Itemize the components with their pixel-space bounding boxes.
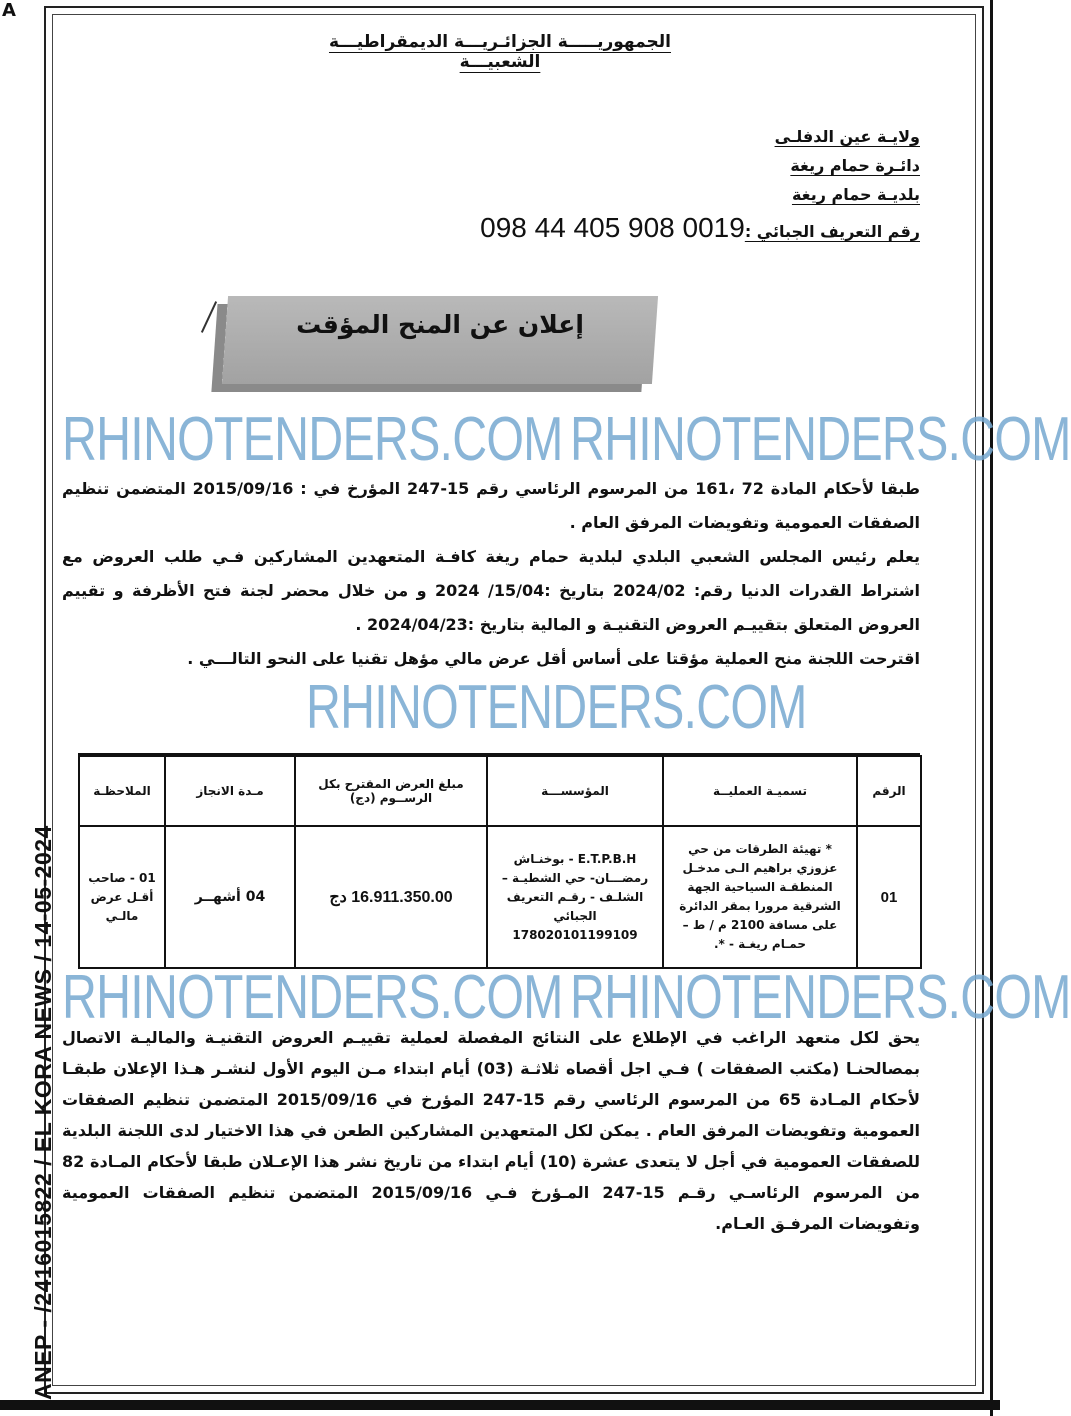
publication-reference: ANEP - /2416015822 / EL KORA NEWS / 14-05-2024 bbox=[30, 825, 56, 1400]
notice-title: إعلان عن المنح المؤقت bbox=[296, 310, 584, 339]
bottom-bar bbox=[0, 1400, 1000, 1410]
cell-num: 01 bbox=[857, 826, 921, 968]
watermark-4: RHINOTENDERS.COM bbox=[62, 963, 563, 1032]
header-num: الرقم bbox=[857, 756, 921, 826]
header-note: الملاحظـة bbox=[79, 756, 165, 826]
administration-block bbox=[775, 122, 920, 209]
fiscal-id-number: 098 44 405 908 0019 bbox=[480, 212, 745, 243]
header-operation: تسميـة العمليــة bbox=[663, 756, 857, 826]
appeal-paragraph: يحق لكل متعهد الراغب في الإطلاع على النتائج المفصلة لعملية تقييـم العروض التقنيـة والماليـة الاتصال بمصالحنـا (مكتب الصفقات ) فـي اجل أقصاه ثلاثـة (03) أيام ابتداء مـن اليوم الأول لنشـر هـذا الإعلان طبقـا لأحكام المـادة 65 من المرسوم الرئاسي رقم 15-247 المؤرخ في 2015/09/16 المتضمن تنظيم الصفقات العمومية وتفويضات المرفق العام . يمكن لكل المتعهدين المشاركين الطعن في هذا الاختيار لدى اللجنة البلدية للصفقات العمومية في أجل لا يتعدى عشرة (10) أيام ابتداء من تاريخ نشر هذا الإعـلان طبقا لأحكام المـادة 82 من المرسوم الرئاسـي رقـم 15-247 المـؤرخ فـي 2015/09/16 المتضمن تنظيم الصفقات العمومية وتفويضات المرفـق العـام. bbox=[62, 1028, 921, 1233]
cell-duration: 04 أشهــر bbox=[165, 826, 295, 968]
baladia-line: بلديـة حمام ريغة bbox=[791, 185, 920, 204]
right-edge-line bbox=[990, 0, 993, 1416]
cell-note: 01 - صاحب أقـل عرض مالـي bbox=[79, 826, 165, 968]
announcement-paragraph: يعلم رئيس المجلس الشعبي البلدي لبلدية حمام ريغة كافـة المتعهدين المشاركين فـي طلب العروض مع اشتراط القدرات الدنيا رقم: 2024/02 بتاريخ :15/04/ 2024 و من خلال محضر لجنة فتح الأظرفة و تقييم العروض المتعلق بتقييـم العروض التقنيـة و المالية بتاريخ :2024/04/23 . bbox=[62, 547, 920, 634]
proposal-paragraph: اقترحت اللجنة منح العملية مؤقتا على أساس أقل عرض مالي مؤهل تقنيا على النحو التالـــي . bbox=[187, 649, 920, 668]
table-header-row bbox=[79, 756, 921, 826]
legal-basis-paragraph: طبقا لأحكام المادة 72 ،161 من المرسوم الرئاسي رقم 15-247 المؤرخ في : 2015/09/16 المتضمن تنظيم الصفقات العمومية وتفويضات المرفق العام . bbox=[62, 479, 921, 532]
header-amount: مبلغ العرض المقترح بكل الرســوم (دج) bbox=[295, 756, 487, 826]
award-table bbox=[78, 755, 922, 969]
republic-header: الجمهوريـــــة الجزائـريـــة الديمقراطيـــة الشعبيـــة bbox=[328, 32, 671, 72]
cell-amount: 16.911.350.00 دج bbox=[295, 826, 487, 968]
watermark-5: RHINOTENDERS.COM bbox=[570, 963, 1071, 1032]
header-duration: مـدة الانجاز bbox=[165, 756, 295, 826]
watermark-1: RHINOTENDERS.COM bbox=[62, 405, 563, 474]
watermark-2: RHINOTENDERS.COM bbox=[570, 405, 1071, 474]
daira-line: دائـرة حمام ريغة bbox=[790, 156, 920, 175]
table-row bbox=[79, 826, 921, 968]
corner-letter: A bbox=[2, 0, 16, 21]
wilaya-line: ولايـة عين الدفلـى bbox=[774, 127, 920, 146]
header-company: المؤسســـة bbox=[487, 756, 663, 826]
watermark-3: RHINOTENDERS.COM bbox=[306, 673, 807, 742]
cell-company: E.T.P.B.H - بوخنـاش رمضـــان- حي الشطيـة – الشلـف - رقـم التعريف الجبائي 178020101199109 bbox=[487, 826, 663, 968]
fiscal-id-line bbox=[460, 212, 920, 244]
cell-operation: * تهيئة الطرقات من حي عزوزي براهيم الـى مدخـل المنطقـة السياحية الجهة الشرقية مرورا بمقر الدائرة على مسافة 2100 م / ط – حمـام ريغـة - *. bbox=[663, 826, 857, 968]
fiscal-id-label: رقم التعريف الجبائي : bbox=[744, 222, 920, 241]
